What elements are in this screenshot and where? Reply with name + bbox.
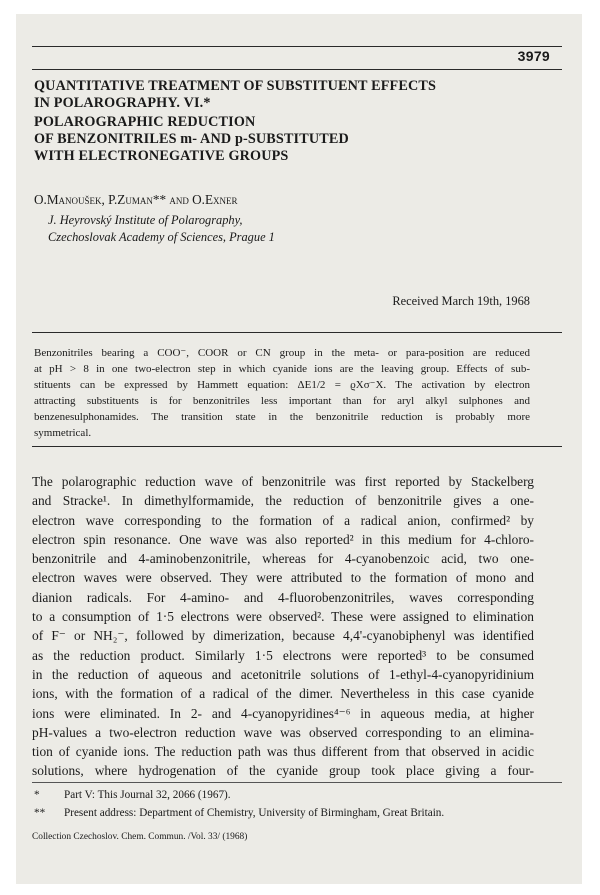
abstract-rule-top	[32, 332, 562, 333]
abstract-line: stituents can be expressed by Hammett equation: ΔE1/2 = ϱXσ⁻X. The activation by electron	[34, 378, 530, 391]
title-line: OF BENZONITRILES m- AND p-SUBSTITUTED	[34, 131, 349, 147]
footnotes	[32, 786, 542, 822]
body-line: dianion radicals. For 4-amino- and 4-fluorobenzonitriles, waves corresponding	[32, 589, 534, 605]
abstract-line: at pH > 8 in one two-electron step in which cyanide ions are the leaving group. Effects of sub-	[34, 362, 530, 375]
body-line: electron wave corresponding to the formation of a radical anion, confirmed² by	[32, 512, 534, 528]
body-line: electron spin resonance. One wave was also reported² in this medium for 4-chloro-	[32, 531, 534, 547]
body-line: as the reduction product. Similarly 1·5 electrons were reported³ to be consumed	[32, 647, 534, 663]
affiliation	[48, 212, 275, 246]
abstract-line: Benzonitriles bearing a COO⁻, COOR or CN group in the meta- or para-position are reduced	[34, 347, 530, 359]
received-date: Received March 19th, 1968	[392, 294, 530, 308]
body-text	[32, 472, 534, 781]
journal-page	[16, 14, 582, 884]
abstract-rule-bottom	[32, 446, 562, 447]
body-line: in the reduction of aqueous and acetonitrile solutions of 1-ethyl-4-cyanopyridinium	[32, 666, 534, 682]
body-line: pH-values a two-electron reduction wave was observed corresponding to an elimina-	[32, 724, 534, 740]
body-line: and Stracke¹. In dimethylformamide, the reduction of benzonitrile gives a one-	[32, 493, 534, 509]
title-line: IN POLAROGRAPHY. VI.*	[34, 95, 211, 111]
header-rule-bottom	[32, 69, 562, 70]
footnote-text: Part V: This Journal 32, 2066 (1967).	[64, 789, 231, 801]
footnote	[32, 786, 542, 804]
body-line: tion of cyanide ions. The reduction path was thus different from that observed in acidic	[32, 744, 534, 760]
journal-footer: Collection Czechoslov. Chem. Commun. /Vol. 33/ (1968)	[32, 832, 248, 842]
body-line: solutions, where hydrogenation of the cyanide group took place giving a four-	[32, 763, 534, 779]
footnote-mark: *	[34, 789, 40, 801]
page-number: 3979	[517, 48, 550, 64]
body-line: to a consumption of 1·5 electrons were observed². These were assigned to elimination	[32, 609, 534, 625]
affiliation-line: J. Heyrovský Institute of Polarography,	[48, 213, 243, 227]
authors	[34, 192, 238, 208]
title-line: QUANTITATIVE TREATMENT OF SUBSTITUENT EFFECTS	[34, 78, 436, 94]
footnote-rule	[32, 782, 562, 783]
footnote	[32, 804, 542, 822]
abstract-line: attracting substituents is for benzonitriles less important than for aryl alkyl sulphones and	[34, 394, 530, 407]
footnote-text: Present address: Department of Chemistry, University of Birmingham, Great Britain.	[64, 807, 445, 819]
title-line: WITH ELECTRONEGATIVE GROUPS	[34, 148, 289, 164]
affiliation-line: Czechoslovak Academy of Sciences, Prague 1	[48, 230, 275, 244]
body-line: electron waves were observed. They were attributed to the formation of mono and	[32, 570, 534, 586]
abstract-line: benzenesulphonamides. The transition state in the benzonitrile reduction is probably more	[34, 410, 530, 423]
footnote-mark: **	[34, 807, 46, 819]
abstract-line: symmetrical.	[34, 426, 92, 439]
body-line: benzonitrile and 4-aminobenzonitrile, whereas for 4-cyanobenzoic acid, two one-	[32, 551, 534, 567]
body-line: ions were eliminated. In 2- and 4-cyanopyridines⁴⁻⁶ in aqueous media, at higher	[32, 705, 534, 721]
title-line: POLAROGRAPHIC REDUCTION	[34, 114, 256, 130]
body-line: ions, with the formation of a radical of the dimer. Nevertheless in this case cyanide	[32, 686, 534, 702]
author-list: O.Manoušek, P.Zuman** and O.Exner	[34, 192, 238, 207]
body-line: The polarographic reduction wave of benzonitrile was first reported by Stackelberg	[32, 474, 534, 489]
article-title	[34, 78, 436, 165]
header-rule-top	[32, 46, 562, 47]
abstract	[34, 346, 530, 441]
body-line: of F⁻ or NH₂⁻, followed by dimerization, because 4,4'-cyanobiphenyl was identified	[32, 628, 534, 644]
